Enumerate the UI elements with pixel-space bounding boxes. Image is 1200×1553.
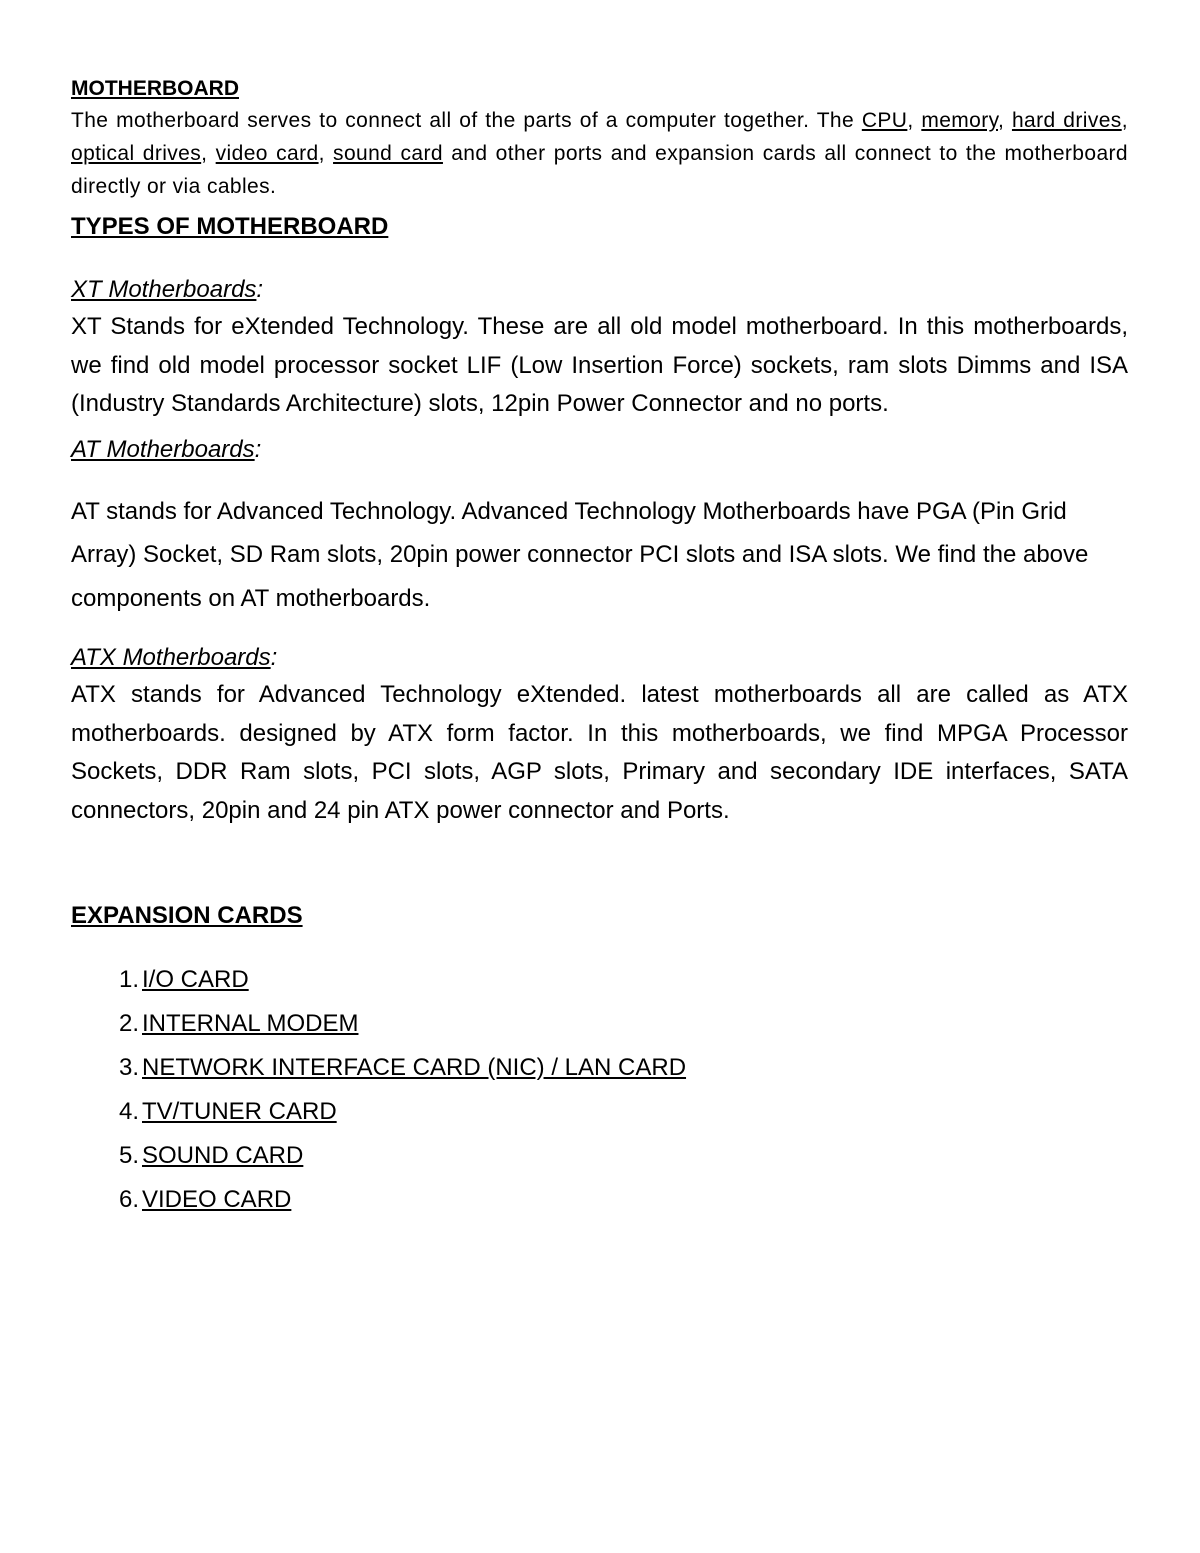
atx-colon: : [270, 644, 278, 671]
expansion-heading: EXPANSION CARDS [71, 902, 303, 929]
list-item [71, 1178, 1128, 1222]
separator: , [201, 142, 216, 165]
list-number: 3. [118, 1054, 139, 1081]
list-item-text: SOUND CARD [142, 1142, 304, 1169]
motherboard-intro [71, 104, 1128, 203]
motherboard-heading: MOTHERBOARD [71, 77, 239, 100]
list-item [71, 1134, 1128, 1178]
document-page [71, 74, 1128, 1222]
atx-label: ATX Motherboards [71, 644, 271, 671]
intro-start: The motherboard serves to connect all of the parts of a computer together. The [71, 109, 862, 132]
list-item-text: I/O CARD [142, 966, 249, 993]
list-item-text: TV/TUNER CARD [142, 1098, 337, 1125]
list-number: 2. [118, 1010, 139, 1037]
separator: , [998, 109, 1012, 132]
link-optical-drives: optical drives [71, 142, 202, 165]
list-item-text: NETWORK INTERFACE CARD (NIC) / LAN CARD [142, 1054, 687, 1081]
list-number: 6. [118, 1186, 139, 1213]
list-item-text: VIDEO CARD [142, 1186, 292, 1213]
xt-subheading [71, 272, 1128, 308]
link-video-card: video card [215, 142, 319, 165]
link-memory: memory [921, 109, 998, 132]
list-number: 4. [118, 1098, 139, 1125]
list-item [71, 1046, 1128, 1090]
xt-colon: : [256, 276, 264, 303]
at-subheading [71, 432, 1128, 468]
link-cpu: CPU [861, 109, 908, 132]
list-item [71, 1002, 1128, 1046]
list-item-text: INTERNAL MODEM [142, 1010, 359, 1037]
separator: , [318, 142, 334, 165]
at-colon: : [254, 435, 262, 463]
at-label: AT Motherboards [71, 435, 255, 463]
separator: , [1121, 109, 1128, 132]
at-paragraph: AT stands for Advanced Technology. Advanced Technology Motherboards have PGA (Pin Grid Array) Socket, SD Ram slots, 20pin power connector PCI slots and ISA slots. We find the above components on AT motherboards. [71, 497, 1089, 612]
expansion-cards-list [71, 958, 1128, 1222]
link-hard-drives: hard drives [1011, 109, 1122, 132]
separator: , [907, 109, 922, 132]
link-sound-card: sound card [333, 142, 443, 165]
list-number: 1. [118, 966, 139, 993]
intro-end: and other ports and expansion cards all connect to the motherboard directly or via cables. [71, 142, 1129, 198]
list-item [71, 1090, 1128, 1134]
xt-label: XT Motherboards [71, 276, 257, 303]
atx-subheading [71, 640, 1128, 676]
xt-paragraph: XT Stands for eXtended Technology. These are all old model motherboard. In this motherboards, we find old model processor socket LIF (Low Insertion Force) sockets, ram slots Dimms and ISA (Industry Standards Architecture) slots, 12pin Power Connector and no ports. [71, 313, 1128, 417]
list-number: 5. [118, 1142, 139, 1169]
types-heading: TYPES OF MOTHERBOARD [71, 213, 389, 240]
list-item [71, 958, 1128, 1002]
atx-paragraph: ATX stands for Advanced Technology eXtended. latest motherboards all are called as ATX motherboards. designed by ATX form factor. In this motherboards, we find MPGA Processor Sockets, DDR Ram slots, PCI slots, AGP slots, Primary and secondary IDE interfaces, SATA connectors, 20pin and 24 pin ATX power connector and Ports. [71, 681, 1128, 824]
